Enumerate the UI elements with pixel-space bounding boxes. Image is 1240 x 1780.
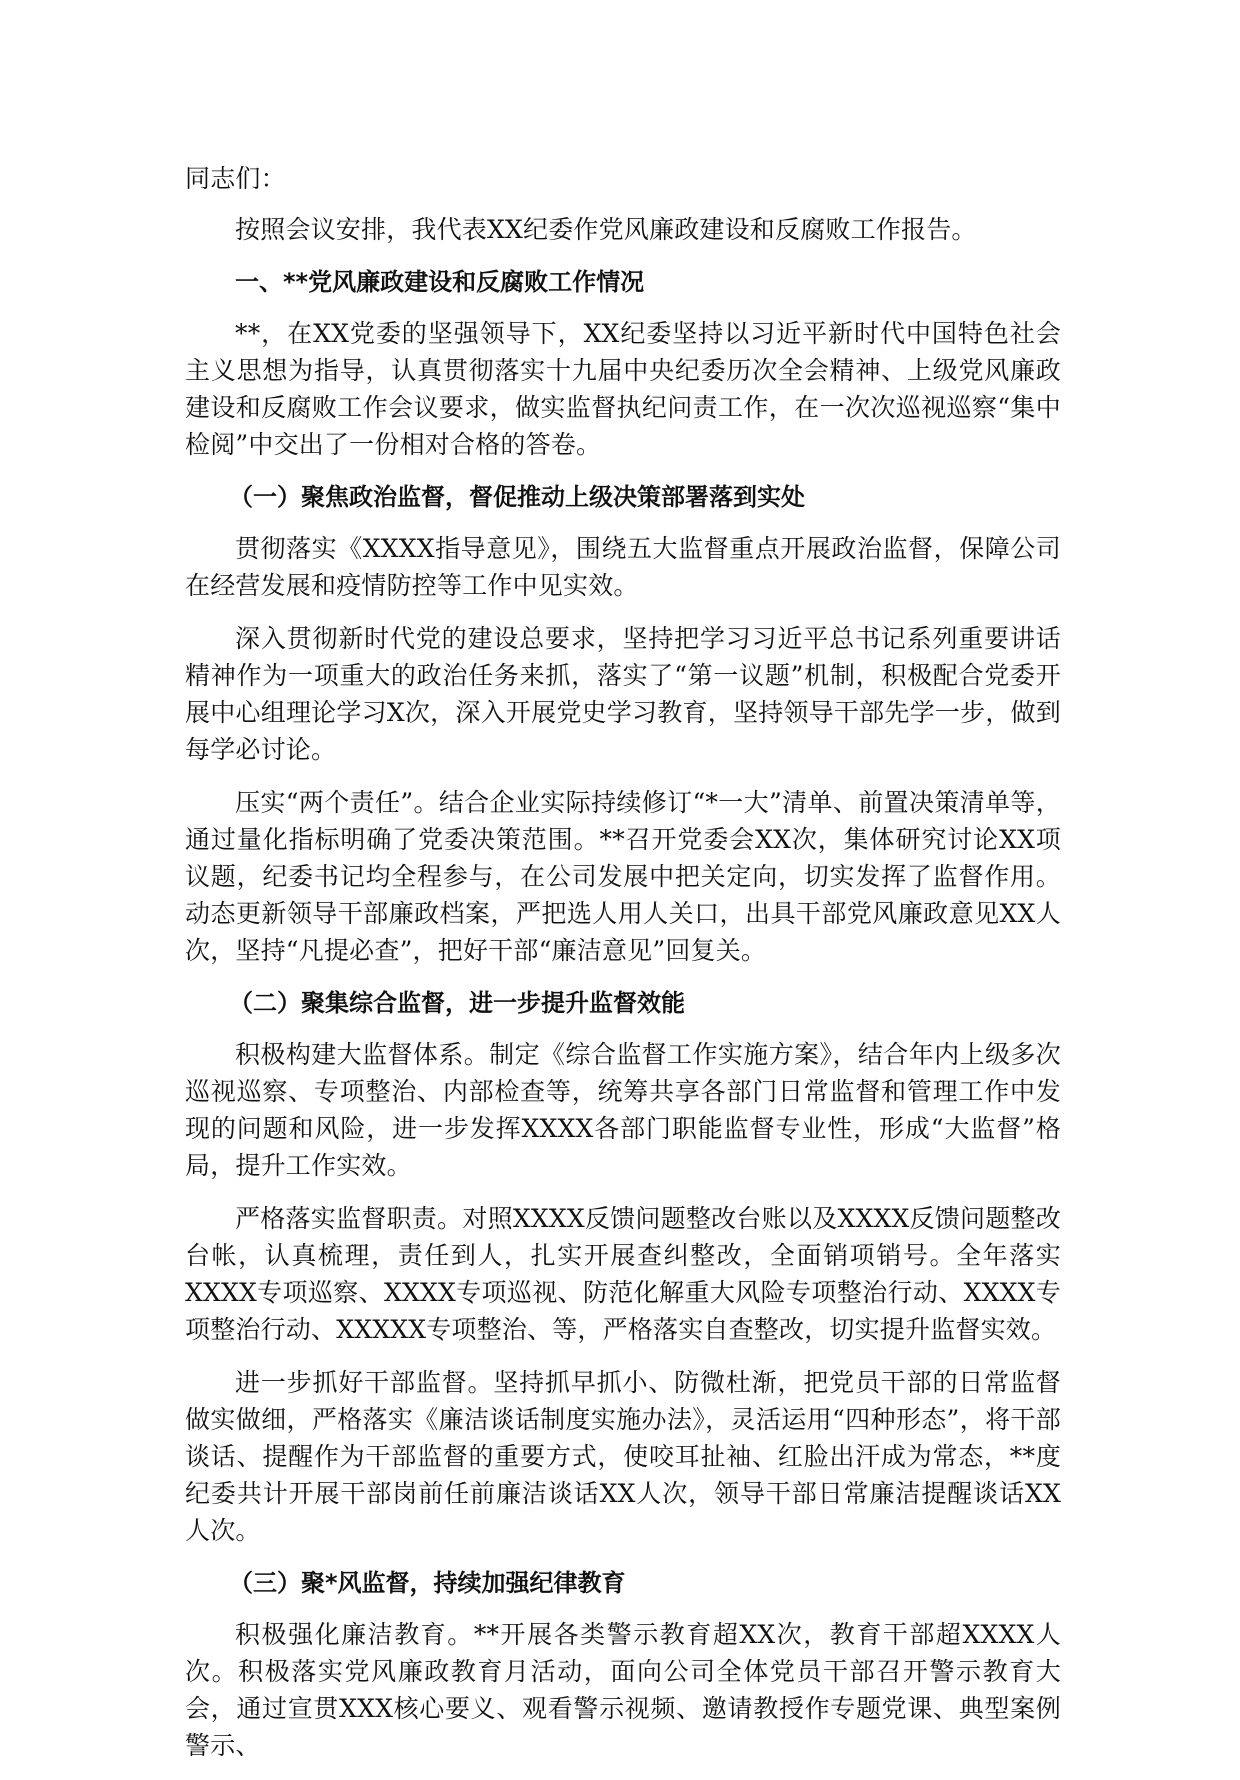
- subsection-heading-1: （一）聚焦政治监督，督促推动上级决策部署落到实处: [229, 483, 805, 511]
- subsection-2-paragraph-3: 进一步抓好干部监督。坚持抓早抓小、防微杜渐，把党员干部的日常监督做实做细，严格落实《廉洁谈话制度实施办法》，灵活运用“四种形态”，将干部谈话、提醒作为干部监督的重要方式，使咬耳扯袖、红脸出汗成为常态，**度纪委共计开展干部岗前任前廉洁谈话XX人次，领导干部日常廉洁提醒谈话XX人次。: [185, 1368, 1061, 1545]
- subsection-3-paragraph-1: 积极强化廉洁教育。**开展各类警示教育超XX次，教育干部超XXXX人次。积极落实党风廉政教育月活动，面向公司全体党员干部召开警示教育大会，通过宣贯XXX核心要义、观看警示视频、邀请教授作专题党课、典型案例警示、: [185, 1620, 1061, 1760]
- greeting: 同志们：: [185, 164, 286, 193]
- subsection-2-paragraph-1: 积极构建大监督体系。制定《综合监督工作实施方案》，结合年内上级多次巡视巡察、专项整治、内部检查等，统筹共享各部门日常监督和管理工作中发现的问题和风险，进一步发挥XXXX各部门职能监督专业性，形成“大监督”格局，提升工作实效。: [185, 1040, 1061, 1180]
- subsection-heading-2: （二）聚集综合监督，进一步提升监督效能: [229, 989, 685, 1017]
- subsection-2-paragraph-2: 严格落实监督职责。对照XXXX反馈问题整改台账以及XXXX反馈问题整改台帐，认真梳理，责任到人，扎实开展查纠整改，全面销项销号。全年落实XXXX专项巡察、XXXX专项巡视、防范化解重大风险专项整治行动、XXXX专项整治行动、XXXXX专项整治、等，严格落实自查整改，切实提升监督实效。: [185, 1204, 1061, 1344]
- section-1-paragraph: **，在XX党委的坚强领导下，XX纪委坚持以习近平新时代中国特色社会主义思想为指导，认真贯彻落实十九届中央纪委历次全会精神、上级党风廉政建设和反腐败工作会议要求，做实监督执纪问责工作，在一次次巡视巡察“集中检阅”中交出了一份相对合格的答卷。: [185, 319, 1061, 459]
- subsection-heading-3: （三）聚*风监督，持续加强纪律教育: [229, 1569, 626, 1597]
- subsection-1-paragraph-1: 贯彻落实《XXXX指导意见》，围绕五大监督重点开展政治监督，保障公司在经营发展和疫情防控等工作中见实效。: [185, 534, 1061, 600]
- intro-paragraph: 按照会议安排，我代表XX纪委作党风廉政建设和反腐败工作报告。: [235, 215, 977, 244]
- section-heading-1: 一、**党风廉政建设和反腐败工作情况: [235, 268, 645, 296]
- document-page: [185, 160, 1061, 1780]
- subsection-1-paragraph-2: 深入贯彻新时代党的建设总要求，坚持把学习习近平总书记系列重要讲话精神作为一项重大的政治任务来抓，落实了“第一议题”机制，积极配合党委开展中心组理论学习X次，深入开展党史学习教育，坚持领导干部先学一步，做到每学必讨论。: [185, 624, 1061, 764]
- subsection-1-paragraph-3: 压实“两个责任”。结合企业实际持续修订“*一大”清单、前置决策清单等，通过量化指标明确了党委决策范围。**召开党委会XX次，集体研究讨论XX项议题，纪委书记均全程参与，在公司发展中把关定向，切实发挥了监督作用。动态更新领导干部廉政档案，严把选人用人关口，出具干部党风廉政意见XX人次，坚持“凡提必查”，把好干部“廉洁意见”回复关。: [185, 788, 1061, 965]
